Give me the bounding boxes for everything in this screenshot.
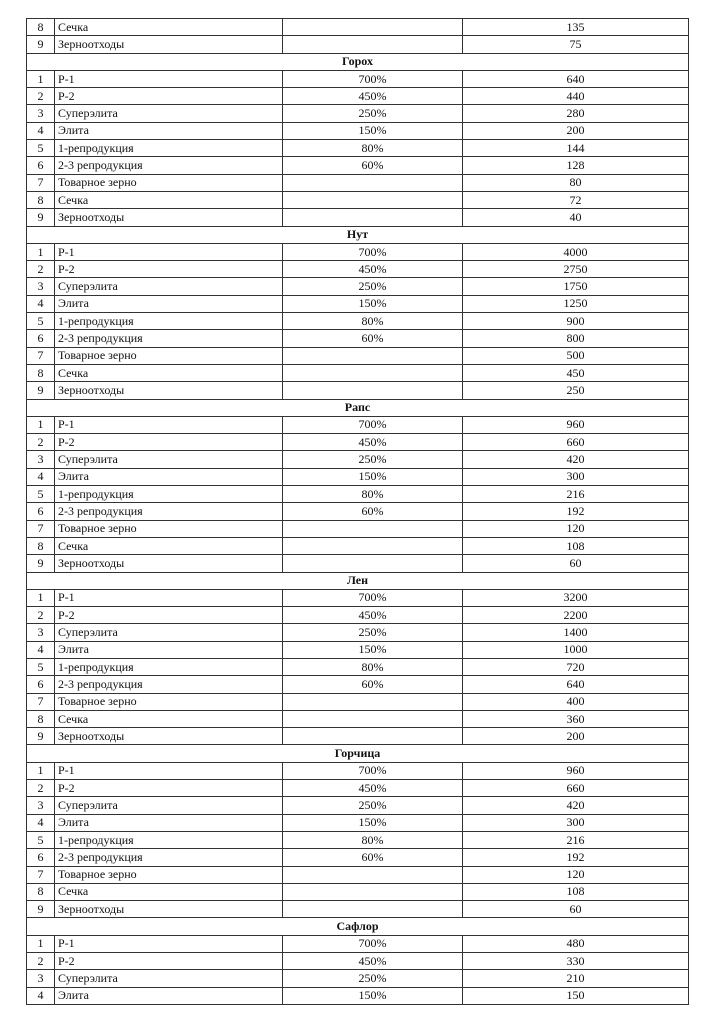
table-row xyxy=(27,88,689,105)
row-category: Элита xyxy=(55,987,283,1004)
row-category: Р-2 xyxy=(55,953,283,970)
row-value: 250 xyxy=(463,382,689,399)
row-category: Зерноотходы xyxy=(55,728,283,745)
row-percent: 700% xyxy=(283,935,463,952)
row-percent: 60% xyxy=(283,676,463,693)
section-title: Нут xyxy=(27,226,689,243)
section-title: Сафлор xyxy=(27,918,689,935)
row-category: Р-1 xyxy=(55,416,283,433)
row-percent: 150% xyxy=(283,468,463,485)
table-row xyxy=(27,70,689,87)
row-number: 6 xyxy=(27,849,55,866)
row-value: 450 xyxy=(463,364,689,381)
row-value: 60 xyxy=(463,901,689,918)
row-value: 1400 xyxy=(463,624,689,641)
row-category: Р-1 xyxy=(55,70,283,87)
row-percent: 150% xyxy=(283,987,463,1004)
row-percent xyxy=(283,728,463,745)
row-percent xyxy=(283,901,463,918)
row-value: 2200 xyxy=(463,607,689,624)
row-number: 7 xyxy=(27,347,55,364)
row-number: 1 xyxy=(27,70,55,87)
row-percent: 450% xyxy=(283,953,463,970)
row-value: 75 xyxy=(463,36,689,53)
row-value: 4000 xyxy=(463,243,689,260)
table-row xyxy=(27,641,689,658)
table-row xyxy=(27,970,689,987)
row-number: 8 xyxy=(27,883,55,900)
row-number: 8 xyxy=(27,364,55,381)
row-category: 2-3 репродукция xyxy=(55,849,283,866)
table-row xyxy=(27,589,689,606)
row-value: 420 xyxy=(463,451,689,468)
row-value: 500 xyxy=(463,347,689,364)
section-header-row xyxy=(27,226,689,243)
section-header-row xyxy=(27,53,689,70)
document-page xyxy=(26,18,688,1005)
table-row xyxy=(27,486,689,503)
row-number: 2 xyxy=(27,780,55,797)
row-number: 3 xyxy=(27,797,55,814)
table-row xyxy=(27,261,689,278)
row-category: Зерноотходы xyxy=(55,901,283,918)
row-value: 3200 xyxy=(463,589,689,606)
row-percent: 700% xyxy=(283,70,463,87)
row-category: Элита xyxy=(55,122,283,139)
row-number: 8 xyxy=(27,710,55,727)
row-percent xyxy=(283,382,463,399)
row-percent: 60% xyxy=(283,503,463,520)
row-value: 300 xyxy=(463,468,689,485)
row-category: Сечка xyxy=(55,883,283,900)
row-category: Товарное зерно xyxy=(55,347,283,364)
section-header-row xyxy=(27,572,689,589)
row-number: 3 xyxy=(27,105,55,122)
row-percent xyxy=(283,36,463,53)
row-category: Сечка xyxy=(55,191,283,208)
section-title: Горох xyxy=(27,53,689,70)
row-value: 210 xyxy=(463,970,689,987)
row-value: 900 xyxy=(463,313,689,330)
row-value: 1750 xyxy=(463,278,689,295)
row-value: 960 xyxy=(463,416,689,433)
table-row xyxy=(27,849,689,866)
table-row xyxy=(27,607,689,624)
row-number: 7 xyxy=(27,866,55,883)
row-category: Сечка xyxy=(55,710,283,727)
row-category: Товарное зерно xyxy=(55,174,283,191)
row-category: Р-2 xyxy=(55,434,283,451)
row-percent xyxy=(283,693,463,710)
price-table-body xyxy=(27,19,689,1005)
section-header-row xyxy=(27,399,689,416)
row-number: 7 xyxy=(27,174,55,191)
table-row xyxy=(27,814,689,831)
row-value: 420 xyxy=(463,797,689,814)
row-number: 7 xyxy=(27,520,55,537)
row-percent xyxy=(283,19,463,36)
row-value: 360 xyxy=(463,710,689,727)
row-number: 9 xyxy=(27,36,55,53)
row-percent: 250% xyxy=(283,278,463,295)
row-category: 2-3 репродукция xyxy=(55,676,283,693)
table-row xyxy=(27,105,689,122)
row-value: 120 xyxy=(463,520,689,537)
row-value: 330 xyxy=(463,953,689,970)
row-value: 640 xyxy=(463,70,689,87)
row-percent xyxy=(283,883,463,900)
row-value: 108 xyxy=(463,537,689,554)
row-category: 1-репродукция xyxy=(55,486,283,503)
row-value: 128 xyxy=(463,157,689,174)
row-number: 7 xyxy=(27,693,55,710)
row-number: 5 xyxy=(27,140,55,157)
row-percent: 250% xyxy=(283,970,463,987)
row-category: Элита xyxy=(55,814,283,831)
row-category: Сечка xyxy=(55,19,283,36)
row-percent xyxy=(283,520,463,537)
row-category: 1-репродукция xyxy=(55,140,283,157)
table-row xyxy=(27,174,689,191)
row-number: 6 xyxy=(27,330,55,347)
row-number: 4 xyxy=(27,987,55,1004)
price-table xyxy=(26,18,689,1005)
row-number: 2 xyxy=(27,607,55,624)
table-row xyxy=(27,243,689,260)
table-row xyxy=(27,19,689,36)
row-percent: 150% xyxy=(283,122,463,139)
table-row xyxy=(27,36,689,53)
row-value: 280 xyxy=(463,105,689,122)
row-percent: 150% xyxy=(283,641,463,658)
row-percent: 80% xyxy=(283,486,463,503)
row-category: 1-репродукция xyxy=(55,658,283,675)
table-row xyxy=(27,140,689,157)
row-category: Товарное зерно xyxy=(55,520,283,537)
row-value: 960 xyxy=(463,762,689,779)
table-row xyxy=(27,364,689,381)
row-number: 9 xyxy=(27,555,55,572)
table-row xyxy=(27,693,689,710)
row-number: 6 xyxy=(27,503,55,520)
row-value: 108 xyxy=(463,883,689,900)
table-row xyxy=(27,555,689,572)
table-row xyxy=(27,728,689,745)
row-percent: 80% xyxy=(283,140,463,157)
row-percent: 80% xyxy=(283,831,463,848)
row-category: Сечка xyxy=(55,364,283,381)
table-row xyxy=(27,797,689,814)
table-row xyxy=(27,468,689,485)
row-value: 1250 xyxy=(463,295,689,312)
row-category: Суперэлита xyxy=(55,451,283,468)
row-number: 1 xyxy=(27,243,55,260)
row-percent: 450% xyxy=(283,780,463,797)
row-percent: 450% xyxy=(283,261,463,278)
row-category: 2-3 репродукция xyxy=(55,157,283,174)
table-row xyxy=(27,901,689,918)
row-percent: 60% xyxy=(283,849,463,866)
row-number: 2 xyxy=(27,261,55,278)
row-value: 200 xyxy=(463,728,689,745)
row-percent: 700% xyxy=(283,762,463,779)
table-row xyxy=(27,624,689,641)
table-row xyxy=(27,710,689,727)
table-row xyxy=(27,658,689,675)
row-percent: 60% xyxy=(283,330,463,347)
row-percent xyxy=(283,174,463,191)
row-percent: 250% xyxy=(283,624,463,641)
row-value: 216 xyxy=(463,486,689,503)
table-row xyxy=(27,762,689,779)
row-value: 300 xyxy=(463,814,689,831)
table-row xyxy=(27,451,689,468)
row-number: 6 xyxy=(27,676,55,693)
row-percent: 250% xyxy=(283,105,463,122)
row-value: 40 xyxy=(463,209,689,226)
table-row xyxy=(27,987,689,1004)
table-row xyxy=(27,382,689,399)
row-number: 4 xyxy=(27,814,55,831)
row-number: 3 xyxy=(27,451,55,468)
row-value: 660 xyxy=(463,434,689,451)
row-number: 8 xyxy=(27,191,55,208)
row-category: 2-3 репродукция xyxy=(55,330,283,347)
row-value: 135 xyxy=(463,19,689,36)
row-category: Зерноотходы xyxy=(55,36,283,53)
row-number: 1 xyxy=(27,589,55,606)
row-percent xyxy=(283,537,463,554)
row-category: Суперэлита xyxy=(55,278,283,295)
row-percent: 700% xyxy=(283,243,463,260)
row-category: Зерноотходы xyxy=(55,382,283,399)
table-row xyxy=(27,209,689,226)
table-row xyxy=(27,935,689,952)
table-row xyxy=(27,503,689,520)
row-value: 216 xyxy=(463,831,689,848)
row-value: 192 xyxy=(463,503,689,520)
row-percent: 700% xyxy=(283,416,463,433)
row-category: Р-2 xyxy=(55,88,283,105)
row-category: 2-3 репродукция xyxy=(55,503,283,520)
row-percent: 700% xyxy=(283,589,463,606)
table-row xyxy=(27,347,689,364)
row-value: 192 xyxy=(463,849,689,866)
table-row xyxy=(27,520,689,537)
row-category: Элита xyxy=(55,468,283,485)
row-percent xyxy=(283,209,463,226)
row-value: 480 xyxy=(463,935,689,952)
row-value: 2750 xyxy=(463,261,689,278)
row-value: 150 xyxy=(463,987,689,1004)
row-category: Р-2 xyxy=(55,261,283,278)
row-percent: 250% xyxy=(283,797,463,814)
row-category: Суперэлита xyxy=(55,797,283,814)
row-number: 8 xyxy=(27,19,55,36)
row-value: 80 xyxy=(463,174,689,191)
row-number: 1 xyxy=(27,416,55,433)
row-category: Товарное зерно xyxy=(55,693,283,710)
row-percent: 80% xyxy=(283,658,463,675)
row-number: 4 xyxy=(27,122,55,139)
row-category: Суперэлита xyxy=(55,624,283,641)
row-number: 6 xyxy=(27,157,55,174)
row-number: 5 xyxy=(27,313,55,330)
row-number: 4 xyxy=(27,468,55,485)
row-number: 4 xyxy=(27,295,55,312)
row-category: Р-2 xyxy=(55,607,283,624)
row-number: 1 xyxy=(27,935,55,952)
row-value: 660 xyxy=(463,780,689,797)
row-value: 120 xyxy=(463,866,689,883)
row-number: 5 xyxy=(27,831,55,848)
row-category: Суперэлита xyxy=(55,105,283,122)
row-percent xyxy=(283,191,463,208)
table-row xyxy=(27,295,689,312)
section-title: Рапс xyxy=(27,399,689,416)
row-percent: 250% xyxy=(283,451,463,468)
table-row xyxy=(27,780,689,797)
row-percent: 450% xyxy=(283,607,463,624)
row-category: 1-репродукция xyxy=(55,831,283,848)
row-number: 9 xyxy=(27,901,55,918)
row-category: Суперэлита xyxy=(55,970,283,987)
table-row xyxy=(27,330,689,347)
row-percent xyxy=(283,710,463,727)
row-category: Сечка xyxy=(55,537,283,554)
row-percent: 60% xyxy=(283,157,463,174)
row-percent xyxy=(283,347,463,364)
row-percent: 150% xyxy=(283,814,463,831)
row-value: 720 xyxy=(463,658,689,675)
row-number: 3 xyxy=(27,624,55,641)
row-number: 2 xyxy=(27,434,55,451)
table-row xyxy=(27,278,689,295)
table-row xyxy=(27,866,689,883)
row-number: 3 xyxy=(27,278,55,295)
row-value: 640 xyxy=(463,676,689,693)
section-title: Горчица xyxy=(27,745,689,762)
row-value: 800 xyxy=(463,330,689,347)
row-number: 2 xyxy=(27,88,55,105)
row-percent: 80% xyxy=(283,313,463,330)
row-number: 8 xyxy=(27,537,55,554)
section-header-row xyxy=(27,918,689,935)
table-row xyxy=(27,313,689,330)
row-percent xyxy=(283,866,463,883)
row-number: 1 xyxy=(27,762,55,779)
table-row xyxy=(27,831,689,848)
row-number: 5 xyxy=(27,658,55,675)
row-number: 4 xyxy=(27,641,55,658)
row-number: 9 xyxy=(27,382,55,399)
row-category: Р-1 xyxy=(55,243,283,260)
table-row xyxy=(27,676,689,693)
row-category: 1-репродукция xyxy=(55,313,283,330)
row-value: 440 xyxy=(463,88,689,105)
row-category: Товарное зерно xyxy=(55,866,283,883)
row-number: 3 xyxy=(27,970,55,987)
row-number: 9 xyxy=(27,209,55,226)
row-number: 9 xyxy=(27,728,55,745)
row-percent xyxy=(283,555,463,572)
row-category: Элита xyxy=(55,295,283,312)
row-category: Зерноотходы xyxy=(55,555,283,572)
table-row xyxy=(27,157,689,174)
row-percent: 150% xyxy=(283,295,463,312)
row-category: Р-1 xyxy=(55,589,283,606)
table-row xyxy=(27,416,689,433)
row-value: 200 xyxy=(463,122,689,139)
row-category: Р-1 xyxy=(55,935,283,952)
row-percent: 450% xyxy=(283,434,463,451)
section-header-row xyxy=(27,745,689,762)
row-value: 144 xyxy=(463,140,689,157)
row-percent xyxy=(283,364,463,381)
row-number: 5 xyxy=(27,486,55,503)
row-category: Зерноотходы xyxy=(55,209,283,226)
row-value: 60 xyxy=(463,555,689,572)
row-value: 400 xyxy=(463,693,689,710)
row-category: Элита xyxy=(55,641,283,658)
section-title: Лен xyxy=(27,572,689,589)
table-row xyxy=(27,537,689,554)
row-value: 1000 xyxy=(463,641,689,658)
row-percent: 450% xyxy=(283,88,463,105)
row-number: 2 xyxy=(27,953,55,970)
table-row xyxy=(27,883,689,900)
table-row xyxy=(27,191,689,208)
row-category: Р-1 xyxy=(55,762,283,779)
table-row xyxy=(27,953,689,970)
row-value: 72 xyxy=(463,191,689,208)
table-row xyxy=(27,122,689,139)
row-category: Р-2 xyxy=(55,780,283,797)
table-row xyxy=(27,434,689,451)
